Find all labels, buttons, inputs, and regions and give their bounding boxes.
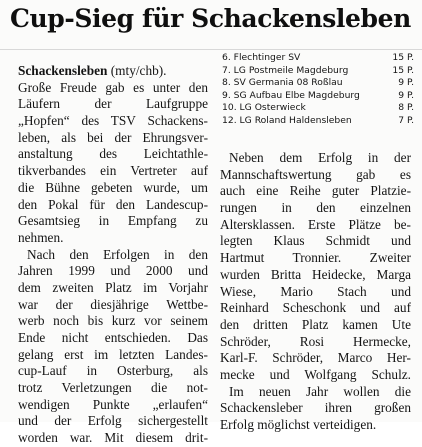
article-line: Gesamtsieg in Empfang zu (18, 213, 208, 229)
article-column-left (18, 63, 208, 447)
article-line: Schackensleber ihren großen (220, 400, 411, 416)
dateline-place: Schackensleben (18, 63, 108, 78)
article-line: wendigen Punkte „erlaufen“ (18, 396, 208, 412)
article-line: mecke und Wolfgang Schulz. (220, 366, 411, 382)
article-line: war der diesjährige Wettbe- (18, 296, 208, 312)
standings-row (222, 77, 417, 90)
article-line: Erfolg möglichst verteidigen. (220, 417, 377, 432)
article-line: Nach den Erfolgen in den (27, 246, 208, 262)
team-name: 6. Flechtinger SV (222, 52, 301, 63)
article-line: Schröder, Rosi Hermecke, (220, 333, 411, 349)
team-name: 9. SG Aufbau Elbe Magdeburg (222, 89, 360, 101)
team-name: 8. SV Germania 08 Roßlau (222, 77, 343, 88)
team-points: 9 P. (398, 77, 414, 88)
article-line: Karl-F. Schröder, Marco Her- (220, 350, 411, 366)
team-points: 9 P. (398, 89, 414, 101)
dateline-credit: (mty/chb). (107, 63, 167, 78)
team-points: 15 P. (392, 52, 414, 63)
article-line: werb noch bis kurz vor seinem (18, 313, 208, 329)
article-line: Im neuen Jahr wollen die (229, 383, 411, 399)
article-line: legten Klaus Schmidt und (220, 233, 411, 249)
standings-row (222, 52, 417, 65)
article-line: auch eine Reihe guter Platzie- (220, 183, 411, 199)
article-line: Jahren 1999 und 2000 und (18, 263, 208, 279)
article-line: dem zweiten Platz im Vorjahr (18, 279, 208, 295)
article-line (18, 63, 208, 80)
standings-row (222, 90, 417, 103)
article-line: worden war. Mit diesem drit- (18, 430, 208, 446)
article-line: Neben dem Erfolg in der (229, 150, 411, 165)
article-line: Ende nicht entschieden. Das (18, 330, 208, 345)
standings-table (222, 52, 417, 127)
article-line: wurden Britta Heidecke, Marga (220, 266, 411, 282)
article-line: leben, als bei der Ehrungsver- (18, 129, 208, 145)
article-line: Große Freude gab es unter den (18, 79, 208, 95)
article-line: Wiese, Mario Stach und (220, 283, 411, 299)
article-column-right (220, 150, 411, 434)
article-line: und der Erfolg sichergestellt (18, 413, 208, 429)
article-line: rungen in den einzelnen (220, 200, 411, 216)
team-points: 8 P. (398, 102, 414, 113)
team-points: 15 P. (392, 64, 414, 76)
article-line: tikverbandes ein Vertreter auf (18, 163, 208, 179)
team-name: 12. LG Roland Haldensleben (222, 114, 352, 126)
standings-row (222, 65, 417, 78)
article-line: „Hopfen“ des TSV Schackens- (18, 113, 208, 129)
article-line: den dritten Platz kamen Ute (220, 316, 411, 332)
article-line: den Pokal für den Landescup- (18, 196, 208, 212)
article-line: Mannschaftswertung gab es (220, 166, 411, 182)
standings-row (222, 115, 417, 128)
headline-divider (0, 49, 422, 50)
article-line: anstaltung des Leichtathle- (18, 146, 208, 162)
team-name: 10. LG Osterwieck (222, 102, 306, 113)
article-line: die Bühne gebeten wurde, um (18, 179, 208, 195)
article-headline: Cup-Sieg für Schackensleben (10, 4, 411, 33)
article-line: nehmen. (18, 229, 64, 245)
article-line: Hartmut Tronnier. Zweiter (220, 250, 411, 266)
team-name: 7. LG Postmeile Magdeburg (222, 64, 349, 76)
article-line: Altersklassen. Erste Plätze be- (220, 216, 411, 232)
team-points: 7 P. (398, 114, 414, 126)
article-line: cup-Lauf in Osterburg, als (18, 363, 208, 379)
standings-row (222, 102, 417, 115)
article-line: trotz Verletzungen die not- (18, 380, 208, 396)
article-line: gelang erst im letzten Landes- (18, 346, 208, 362)
article-line: Reinhard Scheschonk und auf (220, 300, 411, 316)
article-line: Läufern der Laufgruppe (18, 96, 208, 112)
